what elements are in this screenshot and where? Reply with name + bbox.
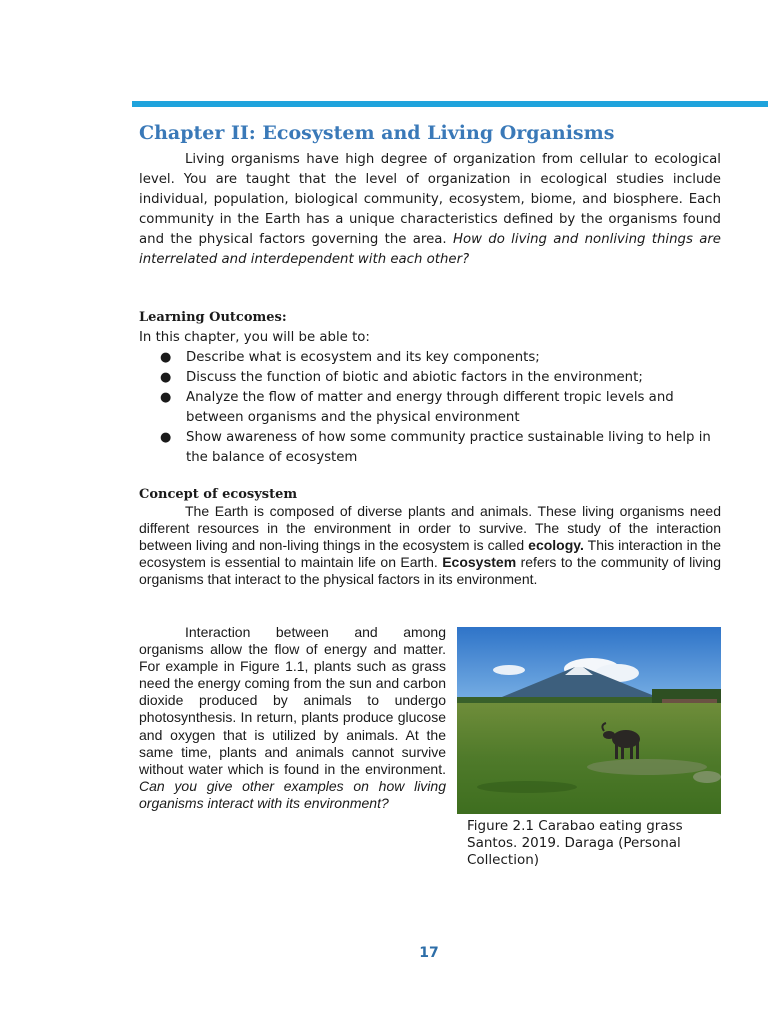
learning-outcomes xyxy=(139,308,721,468)
learning-outcomes-lead: In this chapter, you will be able to: xyxy=(139,330,370,345)
interaction-paragraph xyxy=(139,624,446,812)
list-item: ● Discuss the function of biotic and abiotic factors in the environment; xyxy=(139,368,721,388)
chapter-title: Chapter II: Ecosystem and Living Organisms xyxy=(139,122,615,144)
list-item: ● Describe what is ecosystem and its key components; xyxy=(139,348,721,368)
learning-outcomes-list xyxy=(139,348,721,468)
concept-heading: Concept of ecosystem xyxy=(139,487,298,502)
caption-credit: Santos. 2019. Daraga (Personal Collection) xyxy=(467,835,681,868)
intro-question: How do living and nonliving things are interrelated and interdependent with each other? xyxy=(139,232,721,267)
interaction-text: Interaction between and among organisms allow the flow of energy and matter. For example in Figure 1.1, plants such as grass need the energy coming from the sun and carbon dioxide produced by animals to undergo photosynthesis. In return, plants produce glucose and oxygen that is utilized by animals. At the same time, plants and animals cannot survive without water which is found in the environment. xyxy=(139,624,446,777)
intro-paragraph xyxy=(139,150,721,270)
term-ecology: ecology. xyxy=(528,537,584,553)
list-item: ● Show awareness of how some community practice sustainable living to help in the balance of ecosystem xyxy=(160,430,711,465)
term-ecosystem: Ecosystem xyxy=(442,554,517,570)
bullet-icon: ● xyxy=(160,390,172,405)
page-number: 17 xyxy=(419,945,439,961)
list-item: ● Analyze the flow of matter and energy through different tropic levels and between organisms and the physical environment xyxy=(160,390,674,425)
bullet-icon: ● xyxy=(160,350,172,365)
interaction-question: Can you give other examples on how living organisms interact with its environment? xyxy=(139,777,446,811)
bullet-icon: ● xyxy=(160,430,172,445)
bullet-icon: ● xyxy=(160,370,172,385)
figure-photo-carabao xyxy=(457,627,721,814)
learning-outcomes-heading: Learning Outcomes: xyxy=(139,310,287,325)
figure-caption xyxy=(467,818,727,869)
intro-text: Living organisms have high degree of organization from cellular to ecological level. You are taught that the level of organization in ecological studies include individual, population, biological community, ecosystem, biome, and biosphere. Each community in the Earth has a unique characteristics defined by the organisms found and the physical factors governing the area. xyxy=(139,152,721,247)
concept-section xyxy=(139,486,721,588)
concept-paragraph: The Earth is composed of diverse plants and animals. These living organisms need different resources in the environment in order to survive. The study of the interaction between living and non-living things in the ecosystem is called ecology. This interaction in the ecosystem is essential to maintain life on Earth. Ecosystem refers to the community of living organisms that interact to the physical factors in its environment. xyxy=(139,503,721,587)
caption-title: Figure 2.1 Carabao eating grass xyxy=(467,818,683,834)
header-rule xyxy=(132,101,768,107)
